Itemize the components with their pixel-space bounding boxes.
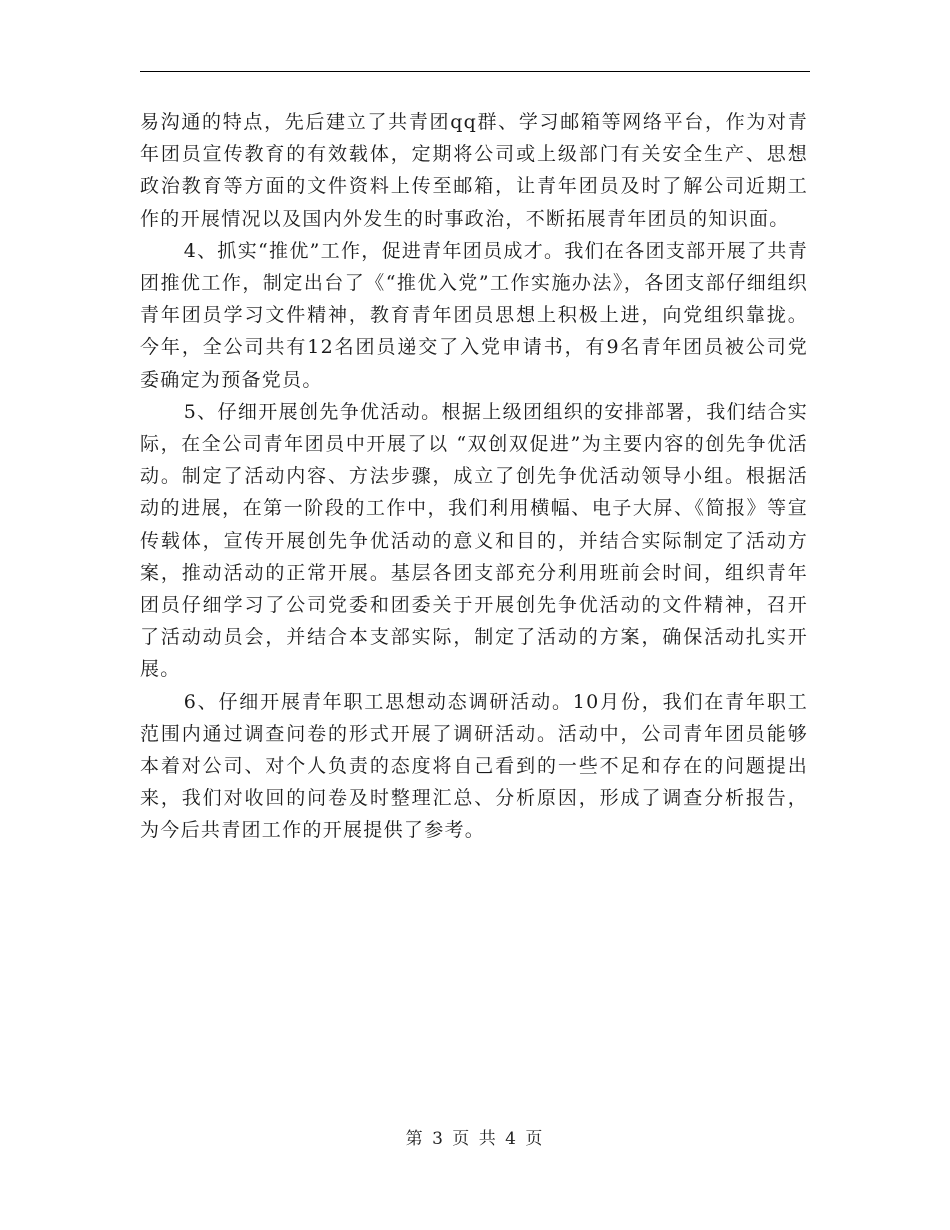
paragraph-item-5: 5、仔细开展创先争优活动。根据上级团组织的安排部署，我们结合实际，在全公司青年团员中开展了以 “双创双促进”为主要内容的创先争优活动。制定了活动内容、方法步骤，成立了创先争优活动领导小组。根据活动的进展，在第一阶段的工作中，我们利用横幅、电子大屏、《简报》等宣传载体，宣传开展创先争优活动的意义和目的，并结合实际制定了活动方案，推动活动的正常开展。基层各团支部充分利用班前会时间，组织青年团员仔细学习了公司党委和团委关于开展创先争优活动的文件精神，召开了活动动员会，并结合本支部实际，制定了活动的方案，确保活动扎实开展。 <box>140 400 808 681</box>
paragraph-item-6: 6、仔细开展青年职工思想动态调研活动。10月份，我们在青年职工范围内通过调查问卷的形式开展了调研活动。活动中，公司青年团员能够本着对公司、对个人负责的态度将自己看到的一些不足和存在的问题提出来，我们对收回的问卷及时整理汇总、分析原因，形成了调查分析报告，为今后共青团工作的开展提供了参考。 <box>140 690 808 842</box>
paragraph-item-4: 4、抓实“推优”工作，促进青年团员成才。我们在各团支部开展了共青团推优工作，制定出台了《“推优入党”工作实施办法》，各团支部仔细组织青年团员学习文件精神，教育青年团员思想上积极上进，向党组织靠拢。今年，全公司共有12名团员递交了入党申请书，有9名青年团员被公司党委确定为预备党员。 <box>140 239 808 391</box>
paragraph-continuation: 易沟通的特点，先后建立了共青团qq群、学习邮箱等网络平台，作为对青年团员宣传教育的有效载体，定期将公司或上级部门有关安全生产、思想政治教育等方面的文件资料上传至邮箱，让青年团员及时了解公司近期工作的开展情况以及国内外发生的时事政治，不断拓展青年团员的知识面。 <box>140 111 808 230</box>
document-body <box>140 106 808 847</box>
page-number-footer: 第 3 页 共 4 页 <box>405 1129 545 1149</box>
header-rule <box>140 71 810 72</box>
